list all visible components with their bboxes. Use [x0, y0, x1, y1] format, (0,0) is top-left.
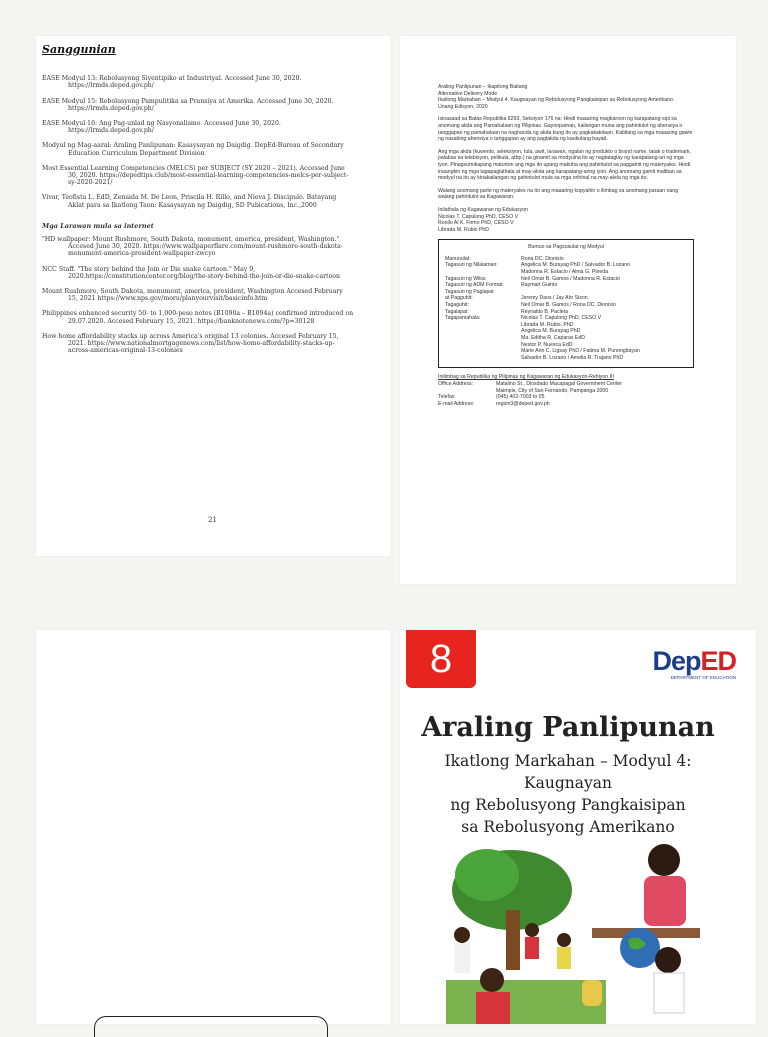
- subtitle-line-2: Kaugnayan: [524, 774, 612, 792]
- credit-role: Tagaguhit:: [445, 302, 469, 309]
- credit-name: Jeremy Daos / Jay Ahr Sison: [521, 295, 588, 302]
- credit-role: Tagalapat:: [445, 308, 469, 315]
- credit-role: Tagapamahala:: [445, 315, 481, 322]
- cover-subtitle: [400, 750, 736, 838]
- credits-list: [445, 256, 687, 362]
- address-row: [438, 394, 694, 401]
- credit-name: Rona DC. Dionisio: [521, 255, 564, 262]
- credit-role: [445, 328, 521, 335]
- address-value: Matalino St., Diosdado Macapagal Government Center: [496, 380, 623, 387]
- logo-dep: Dep: [652, 646, 701, 676]
- subtitle-line-4: sa Rebolusyong Amerikano: [461, 818, 675, 836]
- credit-role: Tagasuri ng Wika:: [445, 275, 487, 282]
- logo-subtitle: DEPARTMENT OF EDUCATION: [670, 675, 736, 680]
- credit-row: [445, 342, 687, 349]
- address-label: Telefax:: [438, 394, 456, 401]
- credit-name: Angelica M. Burayag PhD / Salvador B. Lozano: [521, 262, 630, 269]
- credit-row: [445, 328, 687, 335]
- printed-by: Inilimbag sa Republika ng Pilipinas ng Kagawaran ng Edukasyon-Rehiyon III: [438, 374, 614, 381]
- credit-role: at Pagguhit:: [445, 295, 473, 302]
- address-value: region3@deped.gov.ph: [496, 400, 550, 407]
- credit-role: [445, 322, 521, 329]
- credit-row: [445, 315, 687, 322]
- credit-name: Madonna R. Estacio / Alma G. Pineda: [521, 269, 609, 276]
- subtitle-line-3: ng Rebolusyong Pangkaisipan: [450, 796, 686, 814]
- references-heading: Sanggunian: [42, 43, 116, 56]
- reference-item: Vivar, Teofista L. EdD, Zenaida M. De Leon, Priscila H. Rillo, and Nieva J. Discipulo. Batayang Aklat para sa Ikatlong Taon: Kasaysayan ng Daigdig, SD Pubications, Inc.,2000: [42, 194, 337, 209]
- address-value: Maimpis, City of San Fernando, Pampanga 2000: [496, 387, 609, 394]
- credit-role: Tagasuri ng ADM Format:: [445, 282, 504, 289]
- credit-role: Manunulat:: [445, 255, 471, 262]
- contact-address: [438, 381, 694, 407]
- page-cover: [400, 630, 756, 1024]
- address-label: Office Address:: [438, 380, 474, 387]
- address-row: [438, 381, 694, 388]
- reference-list: [42, 75, 354, 209]
- credits-title: Bumuo sa Pagsusulat ng Modyul: [528, 244, 604, 251]
- credit-row: [445, 309, 687, 316]
- credit-row: [445, 289, 687, 296]
- publisher-officials: [438, 207, 694, 233]
- address-row: [438, 388, 694, 395]
- credit-name: Raymart Guinto: [521, 282, 558, 289]
- credit-role: Tagasuri ng Nilalaman:: [445, 262, 498, 269]
- back-cover-frame: [94, 1016, 328, 1037]
- image-source-item: How home affordability stacks up across America's original 13 colonies. Accesed February 15, 2021. https://www.nationalmortgagenews.com/list/how-home-affordability-stacks-up-across-americas-original-13-colonies: [42, 332, 339, 355]
- official-line: Librada M. Rubio PhD: [438, 226, 490, 233]
- address-value: (045) 402-7003 to 05: [496, 394, 545, 401]
- reference-item: Modyul ng Mag-aaral: Araling Panlipunan: Kasaysayan ng Daigdig. DepEd-Bureau of Secondary Education Curriculum Department Division: [42, 142, 344, 157]
- credit-name: Neil Omar B. Gamos / Madonna R. Estacio: [521, 275, 620, 282]
- credit-name: Nestor P. Nuesca EdD: [521, 341, 573, 348]
- credit-name: Marie Ann C. Ligsay PhD / Fatima M. Punongbayan: [521, 348, 640, 355]
- image-source-item: "HD wallpaper: Mount Rushmore, South Dakota, monument, america, president, Washington." Accesed June 30, 2020. https://www.wallpaperflare.com/mount-rushmore-south-dakota-monument-america-president-wallpaper-zwcyo: [42, 236, 343, 258]
- image-source-item: Mount Rushmore, South Dakota, monument, america, president, Washington Accesed February 15, 2021 https://www.nps.gov/moru/planyourvisit/basicinfo.htm: [42, 288, 343, 303]
- references-section: [42, 43, 354, 362]
- address-label: E-mail Address:: [438, 400, 475, 407]
- reference-item: EASE Modyul 16: Ang Pag-unlad ng Nasyonalismo. Accessed June 30, 2020. https://lrmds.deped.gov.ph/: [42, 120, 281, 135]
- credit-row: [445, 348, 687, 355]
- deped-logo: [652, 646, 736, 680]
- grade-badge: 8: [406, 630, 476, 688]
- credit-role: Tagasuri ng Paglapat: [445, 288, 494, 295]
- credit-role: [445, 348, 521, 355]
- module-info: Araling Panlipunan – Ikapitong Baitang Alternative Delivery Mode Ikatlong Markahan – Modyul 4. Kaugnayan ng Rebolusyong Pangkaisipan sa Rebolusyong Amerikano. Unang Edisyon, 2020: [438, 84, 675, 110]
- credit-row: [445, 355, 687, 362]
- address-row: [438, 401, 694, 408]
- credit-row: [445, 276, 687, 283]
- credit-row: [445, 282, 687, 289]
- credit-name: Angelica M. Burayag PhD: [521, 328, 581, 335]
- credit-name: Reynaldo B. Pacleta: [521, 308, 569, 315]
- subtitle-line-1: Ikatlong Markahan – Modyul 4:: [444, 752, 692, 770]
- credit-role: [445, 342, 521, 349]
- official-line: Ronilo Al K. Firmo PhD, CESO V: [438, 220, 514, 227]
- copyright-paragraph-2: Ang mga akda (kuwento, seleksiyon, tula, awit, larawan, ngalan ng produkto o brand name, tatak o trademark, palabas sa telebisyon, pelikula, atbp.) na ginamit sa modyulna ito ay nagtataglay ng karapatang-ari ng mga iyon. Pinagsumikapang maturton ang mga ito upang makuha ang pahintulot sa paggamit ng materyales. Hindi inaangkin ng mga tagapaglathala at may-akda ang karapatang-aring iyon. Ang anomang gamit maliban sa modyul na ito ay kinakailangan ng pahintulot mula sa mga orihinal na may-akda ng mga ito.: [438, 148, 691, 182]
- credit-name: Nicolas T. Capulong PhD, CESO V: [521, 315, 602, 322]
- credit-name: Neil Omar B. Gamos / Rona DC. Dionisio: [521, 302, 616, 309]
- credit-name: Ma. Editha R. Caparas EdD: [521, 335, 586, 341]
- reference-item: EASE Modyul 15: Rebolusyong Pampulitika sa Pransiya at Amerika. Accessed June 30, 2020. https://lrmds.deped.gov.ph/: [42, 97, 334, 112]
- image-source-item: Philippines enhanced security 50- to 1,000-peso notes (B1090a – B1094a) confirmed introduced on 29.07.2020. Accesed February 15, 2021. https://banknotenews.com/?p=30128: [42, 310, 354, 325]
- page-back-cover: [36, 630, 390, 1024]
- official-line: Nicolas T. Capulong PhD, CESO V: [438, 213, 519, 220]
- cover-illustration: [432, 830, 704, 1024]
- page-number: 21: [208, 516, 217, 524]
- credit-row: [445, 256, 687, 263]
- official-line: Inilathala ng Kagawaran ng Edukasyon: [438, 206, 528, 213]
- reference-item: EASE Modyul 13: Rebolusyong Siyentipiko at Industriyal. Accessed June 30, 2020. https://lrmds.deped.gov.ph/: [42, 75, 302, 90]
- credit-role: [445, 355, 521, 362]
- images-heading: Mga Larawan mula sa internet: [42, 221, 154, 230]
- credit-row: [445, 302, 687, 309]
- image-source-list: [42, 236, 354, 354]
- credits-box: [438, 239, 694, 368]
- credit-row: [445, 295, 687, 302]
- address-label: [438, 388, 496, 395]
- cover-title: Araling Panlipunan: [421, 712, 715, 743]
- image-source-item: NCC Staff. "The story behind the Join or Die snake cartoon." May 9, 2020.https://constitutioncenter.org/blog/the-story-behind-the-join-or-die-snake-cartoon: [42, 265, 341, 280]
- copyright-paragraph-1: Isinasaad sa Batas Republika 8293, Seksiyon 176 na: Hindi maaaring magkaroon ng karapatang-sipi sa anomang akda ang Pamahalaan ng Pilipinas. Gayonpaman, kailangan muna ang pahintulot ng ahensiya o tanggapan ng pamahalaan na naghanda ng akda kung ito ay pagkakakitaan. Kabilang sa mga maaaring gawin ng nasabing ahensiya o tanggapan ay ang pagtakda ng kaukulang bayad.: [438, 116, 693, 143]
- logo-ed: ED: [700, 646, 736, 676]
- credit-row: [445, 335, 687, 342]
- credit-name: Salvador B. Lozano / Amelia R. Trajano PhD: [521, 354, 624, 361]
- credit-role: [445, 269, 521, 276]
- reference-item: Most Essential Learning Competencies (MELCS) per SUBJECT (SY 2020 – 2021). Accessed June 30, 2020. https://depedtips.club/most-essential-learning-competencies-melcs-per-subject-sy-2020-2021/: [42, 164, 349, 187]
- copyright-section: [438, 84, 694, 407]
- credit-row: [445, 269, 687, 276]
- credit-row: [445, 322, 687, 329]
- credit-name: Librada M. Rubio, PhD: [521, 321, 574, 328]
- copyright-paragraph-3: Walang anomang parte ng materyales na ito ang maaaring kopyahin o ilimbag sa anomang paraan nang walang pahintulot sa Kagawaran.: [438, 187, 679, 201]
- credit-row: [445, 262, 687, 269]
- credit-role: [445, 335, 521, 342]
